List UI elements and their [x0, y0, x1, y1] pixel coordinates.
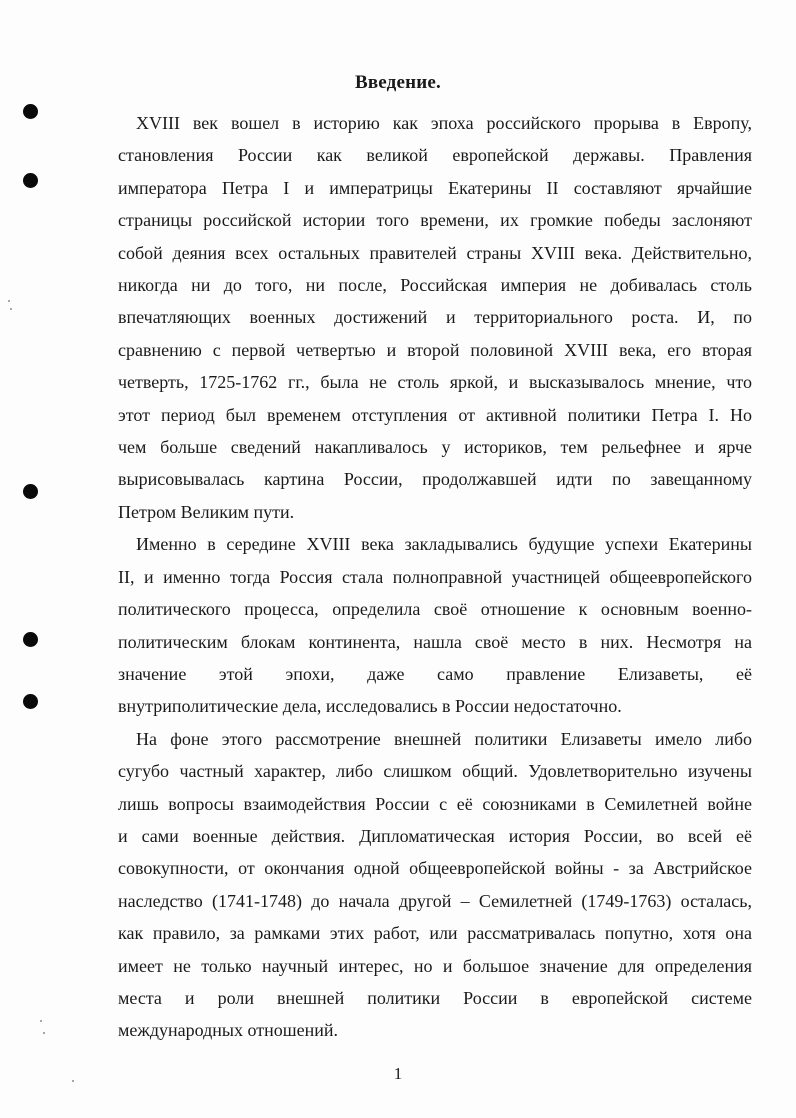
text-line: сравнению с первой четвертью и второй половиной XVIII века, его вторая — [118, 339, 752, 360]
text-line: чем больше сведений накапливалось у историков, тем рельефнее и ярче — [118, 437, 752, 458]
document-title: Введение. — [354, 72, 442, 93]
scan-speck — [43, 1032, 45, 1034]
paragraph-2 — [118, 528, 752, 722]
text-line: политического процесса, определила своё отношение к основным военно- — [118, 599, 752, 620]
text-line: сугубо частный характер, либо слишком общий. Удовлетворительно изучены — [118, 761, 752, 782]
text-line: Петром Великим пути. — [118, 501, 295, 522]
paragraph-1 — [118, 107, 752, 528]
document-body — [118, 107, 752, 1047]
scan-speck — [40, 1020, 42, 1022]
text-line: впечатляющих военных достижений и территориального роста. И, по — [118, 307, 752, 328]
text-line: Именно в середине XVIII века закладывались будущие успехи Екатерины — [136, 534, 752, 555]
text-line: наследство (1741-1748) до начала другой – Семилетней (1749-1763) осталась, — [118, 890, 752, 911]
text-line: международных отношений. — [118, 1020, 338, 1041]
punch-hole — [23, 104, 38, 119]
punch-hole — [23, 632, 38, 647]
text-line: На фоне этого рассмотрение внешней политики Елизаветы имело либо — [136, 728, 752, 749]
text-line: императора Петра I и императрицы Екатерины II составляют ярчайшие — [118, 177, 752, 198]
text-line: внутриполитические дела, исследовались в России недостаточно. — [118, 696, 622, 717]
punch-hole — [23, 694, 38, 709]
text-line: II, и именно тогда Россия стала полноправной участницей общеевропейского — [118, 566, 752, 587]
text-line: никогда ни до того, ни после, Российская империя не добивалась столь — [118, 275, 752, 296]
punch-hole — [23, 484, 38, 499]
text-line: собой деяния всех остальных правителей страны XVIII века. Действительно, — [118, 242, 752, 263]
text-line: становления России как великой европейской державы. Правления — [118, 145, 752, 166]
scan-speck — [8, 300, 10, 302]
text-line: политическим блокам континента, нашла своё место в них. Несмотря на — [118, 631, 752, 652]
text-line: имеет не только научный интерес, но и большое значение для определения — [118, 955, 752, 976]
text-line: как правило, за рамками этих работ, или рассматривалась попутно, хотя она — [118, 923, 752, 944]
page-number: 1 — [393, 1064, 403, 1083]
text-line: этот период был временем отступления от активной политики Петра I. Но — [118, 404, 752, 425]
text-line: XVIII век вошел в историю как эпоха российского прорыва в Европу, — [136, 113, 752, 133]
text-line: значение этой эпохи, даже само правление Елизаветы, её — [118, 663, 752, 684]
scan-speck — [10, 308, 12, 310]
text-line: лишь вопросы взаимодействия России с её союзниками в Семилетней войне — [118, 793, 752, 814]
text-line: места и роли внешней политики России в европейской системе — [118, 987, 752, 1008]
text-line: страницы российской истории того времени, их громкие победы заслоняют — [118, 210, 752, 231]
text-line: совокупности, от окончания одной общеевропейской войны - за Австрийское — [118, 858, 752, 879]
text-line: вырисовывалась картина России, продолжавшей идти по завещанному — [118, 469, 752, 490]
paragraph-3 — [118, 723, 752, 1047]
text-line: и сами военные действия. Дипломатическая история России, во всей её — [118, 825, 752, 846]
text-line: четверть, 1725-1762 гг., была не столь яркой, и высказывалось мнение, что — [118, 372, 752, 393]
punch-hole — [23, 173, 38, 188]
